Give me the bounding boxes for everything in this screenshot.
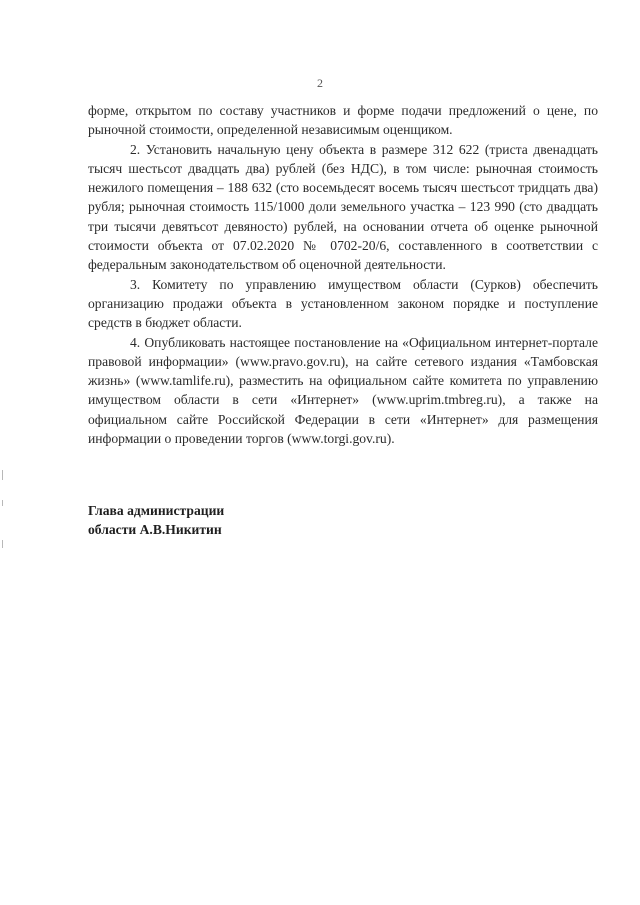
signature-block [88,501,224,539]
scan-mark [2,470,3,480]
document-body [88,101,598,448]
page-number: 2 [317,76,323,90]
paragraph-4: 4. Опубликовать настоящее постановление на «Официальном интернет-портале правовой информации» (www.pravo.gov.ru), на сайте сетевого издания «Тамбовская жизнь» (www.tamlife.ru), разместить на официальном сайте комитета по управлению имуществом области в сети «Интернет» (www.uprim.tmbreg.ru), а также на официальном сайте Российской Федерации в сети «Интернет» для размещения информации о проведении торгов (www.torgi.gov.ru). [88,334,598,447]
scan-mark [2,540,3,548]
paragraph-2: 2. Установить начальную цену объекта в размере 312 622 (триста двенадцать тысяч шестьсот двадцать два) рублей (без НДС), в том числе: рыночная стоимость нежилого помещения – 188 632 (сто восемьдесят восемь тысяч шестьсот тридцать два) рубля; рыночная стоимость 115/1000 доли земельного участка – 123 990 (сто двадцать три тысячи девятьсот девяносто) рублей, на основании отчета об оценке рыночной стоимости объекта от 07.02.2020 № 0702-20/6, составленного в соответствии с федеральным законодательством об оценочной деятельности. [88,141,598,273]
signature-name: области А.В.Никитин [88,522,222,537]
paragraph-continuation: форме, открытом по составу участников и форме подачи предложений о цене, по рыночной стоимости, определенной независимым оценщиком. [88,103,598,138]
scan-mark [2,500,3,506]
paragraph-3: 3. Комитету по управлению имуществом области (Сурков) обеспечить организацию продажи объекта в установленном законом порядке и поступление средств в бюджет области. [88,276,598,331]
signature-title: Глава администрации [88,503,225,518]
